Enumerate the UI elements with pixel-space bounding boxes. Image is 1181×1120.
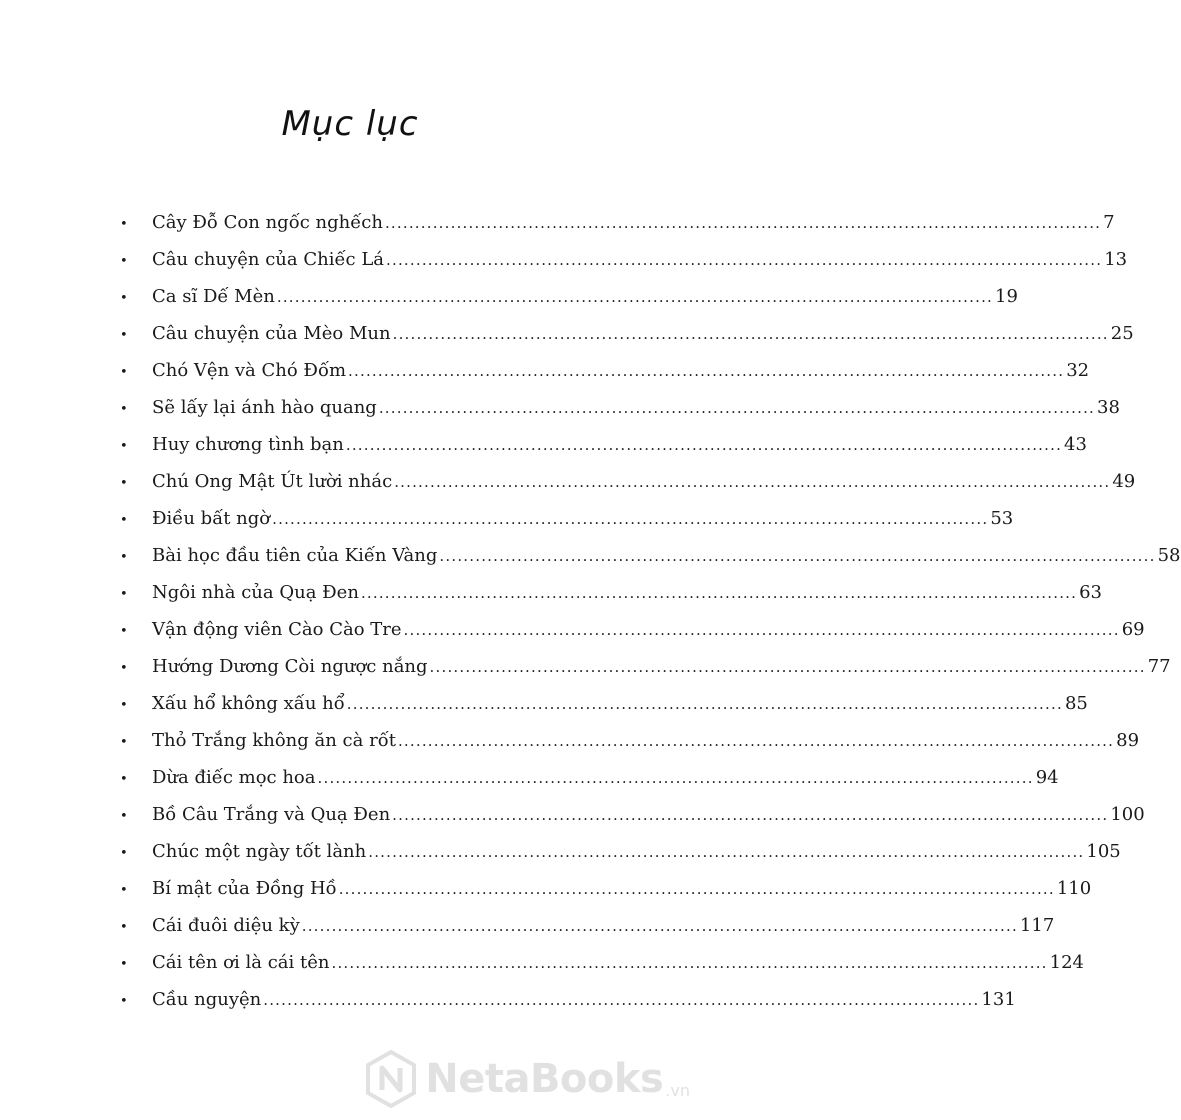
- dot-leader: ........................................................................................................................: [403, 621, 1120, 639]
- dot-leader: ........................................................................................................................: [392, 806, 1109, 824]
- toc-entry[interactable]: [120, 981, 1016, 1018]
- toc-entry[interactable]: [120, 870, 1092, 907]
- toc-entry-title: Sẽ lấy lại ánh hào quang: [152, 397, 377, 418]
- dot-leader: ........................................................................................................................: [301, 917, 1018, 935]
- toc-entry-page-number: 32: [1066, 360, 1090, 381]
- bullet-icon: •: [120, 735, 128, 750]
- toc-entry-title: Huy chương tình bạn: [152, 434, 344, 455]
- toc-entry[interactable]: [120, 500, 1014, 537]
- dot-leader: ........................................................................................................................: [429, 658, 1146, 676]
- dot-leader: ........................................................................................................................: [360, 584, 1078, 602]
- page-title: Mục lục: [281, 104, 419, 144]
- toc-entry[interactable]: [120, 796, 1145, 833]
- toc-entry-title: Bí mật của Đồng Hồ: [152, 878, 337, 899]
- toc-entry-title: Cái tên ơi là cái tên: [152, 952, 330, 973]
- toc-entry-page-number: 105: [1086, 841, 1121, 862]
- toc-entry[interactable]: [120, 352, 1090, 389]
- toc-entry[interactable]: [120, 389, 1120, 426]
- toc-entry-page-number: 43: [1064, 434, 1087, 455]
- dot-leader: ........................................................................................................................: [392, 325, 1109, 343]
- dot-leader: ........................................................................................................................: [276, 288, 994, 306]
- bullet-icon: •: [120, 883, 128, 898]
- bullet-icon: •: [120, 513, 128, 528]
- toc-entry-title: Ngôi nhà của Quạ Đen: [152, 582, 359, 603]
- bullet-icon: •: [120, 809, 128, 824]
- toc-entry-title: Vận động viên Cào Cào Tre: [152, 619, 402, 640]
- bullet-icon: •: [120, 698, 128, 713]
- watermark-brand: NetaBooks: [425, 1056, 664, 1102]
- toc-entry-page-number: 63: [1079, 582, 1103, 603]
- dot-leader: ........................................................................................................................: [348, 362, 1065, 380]
- bullet-icon: •: [120, 254, 128, 269]
- toc-entry-title: Ca sĩ Dế Mèn: [152, 286, 275, 307]
- bullet-icon: •: [120, 661, 128, 676]
- toc-entry-title: Hướng Dương Còi ngược nắng: [152, 656, 428, 677]
- toc-entry-page-number: 13: [1104, 249, 1128, 270]
- watermark: [365, 1050, 690, 1108]
- dot-leader: ........................................................................................................................: [439, 547, 1156, 565]
- toc-entry[interactable]: [120, 426, 1087, 463]
- toc-entry[interactable]: [120, 759, 1059, 796]
- toc-entry[interactable]: [120, 833, 1121, 870]
- dot-leader: ........................................................................................................................: [368, 843, 1085, 861]
- bullet-icon: •: [120, 587, 128, 602]
- bullet-icon: •: [120, 550, 128, 565]
- bullet-icon: •: [120, 439, 128, 454]
- toc-entry-title: Câu chuyện của Mèo Mun: [152, 323, 391, 344]
- toc-entry-title: Cái đuôi diệu kỳ: [152, 915, 300, 936]
- toc-entry-page-number: 85: [1064, 693, 1088, 714]
- toc-entry-page-number: 49: [1112, 471, 1136, 492]
- bullet-icon: •: [120, 994, 128, 1009]
- dot-leader: ........................................................................................................................: [397, 732, 1115, 750]
- dot-leader: ........................................................................................................................: [263, 991, 980, 1009]
- toc-entry[interactable]: [120, 685, 1088, 722]
- bullet-icon: •: [120, 217, 128, 232]
- bullet-icon: •: [120, 772, 128, 787]
- toc-entry-title: Câu chuyện của Chiếc Lá: [152, 249, 385, 270]
- watermark-suffix: .vn: [665, 1081, 690, 1100]
- bullet-icon: •: [120, 328, 128, 343]
- dot-leader: ........................................................................................................................: [346, 695, 1063, 713]
- dot-leader: ........................................................................................................................: [338, 880, 1055, 898]
- toc-entry-title: Chúc một ngày tốt lành: [152, 841, 367, 862]
- toc-entry-page-number: 94: [1035, 767, 1059, 788]
- bullet-icon: •: [120, 402, 128, 417]
- toc-entry-title: Chó Vện và Chó Đốm: [152, 360, 347, 381]
- toc-entry[interactable]: [120, 722, 1140, 759]
- toc-entry-page-number: 53: [990, 508, 1014, 529]
- toc-entry-page-number: 117: [1019, 915, 1055, 936]
- toc-entry-page-number: 131: [981, 989, 1016, 1010]
- toc-entry-title: Dừa điếc mọc hoa: [152, 767, 316, 788]
- toc-entry-title: Bài học đầu tiên của Kiến Vàng: [152, 545, 438, 566]
- toc-entry[interactable]: [120, 278, 1018, 315]
- dot-leader: ........................................................................................................................: [386, 251, 1103, 269]
- dot-leader: ........................................................................................................................: [378, 399, 1096, 417]
- toc-entry[interactable]: [120, 611, 1145, 648]
- toc-entry-title: Cầu nguyện: [152, 989, 262, 1010]
- bullet-icon: •: [120, 365, 128, 380]
- toc-entry-title: Bồ Câu Trắng và Quạ Đen: [152, 804, 391, 825]
- toc-entry[interactable]: [120, 648, 1171, 685]
- toc-entry-page-number: 58: [1157, 545, 1181, 566]
- bullet-icon: •: [120, 291, 128, 306]
- toc-entry-title: Điều bất ngờ: [152, 508, 271, 529]
- toc-entry[interactable]: [120, 907, 1055, 944]
- bullet-icon: •: [120, 476, 128, 491]
- toc-entry[interactable]: [120, 944, 1085, 981]
- netabooks-logo-icon: [365, 1050, 417, 1108]
- toc-entry[interactable]: [120, 315, 1134, 352]
- toc-entry[interactable]: [120, 463, 1136, 500]
- dot-leader: ........................................................................................................................: [331, 954, 1048, 972]
- dot-leader: ........................................................................................................................: [317, 769, 1034, 787]
- dot-leader: ........................................................................................................................: [345, 436, 1063, 454]
- toc-entry-page-number: 38: [1097, 397, 1120, 418]
- bullet-icon: •: [120, 846, 128, 861]
- dot-leader: ........................................................................................................................: [384, 214, 1102, 232]
- dot-leader: ........................................................................................................................: [272, 510, 989, 528]
- toc-entry-title: Xấu hổ không xấu hổ: [152, 693, 345, 714]
- toc-entry-title: Thỏ Trắng không ăn cà rốt: [152, 730, 396, 751]
- toc-entry[interactable]: [120, 537, 1181, 574]
- toc-entry[interactable]: [120, 574, 1103, 611]
- toc-entry-page-number: 7: [1103, 212, 1115, 233]
- toc-entry-page-number: 77: [1147, 656, 1171, 677]
- dot-leader: ........................................................................................................................: [394, 473, 1111, 491]
- toc-entry-page-number: 124: [1049, 952, 1085, 973]
- toc-entry-page-number: 69: [1121, 619, 1145, 640]
- toc-entry-page-number: 19: [995, 286, 1018, 307]
- bullet-icon: •: [120, 624, 128, 639]
- toc-entry[interactable]: [120, 204, 1115, 241]
- toc-entry-page-number: 110: [1056, 878, 1092, 899]
- table-of-contents: [120, 204, 1181, 1018]
- toc-entry[interactable]: [120, 241, 1128, 278]
- bullet-icon: •: [120, 957, 128, 972]
- toc-entry-page-number: 100: [1110, 804, 1145, 825]
- bullet-icon: •: [120, 920, 128, 935]
- toc-entry-title: Chú Ong Mật Út lười nhác: [152, 471, 393, 492]
- toc-entry-page-number: 89: [1116, 730, 1140, 751]
- toc-entry-title: Cây Đỗ Con ngốc nghếch: [152, 212, 383, 233]
- toc-entry-page-number: 25: [1110, 323, 1134, 344]
